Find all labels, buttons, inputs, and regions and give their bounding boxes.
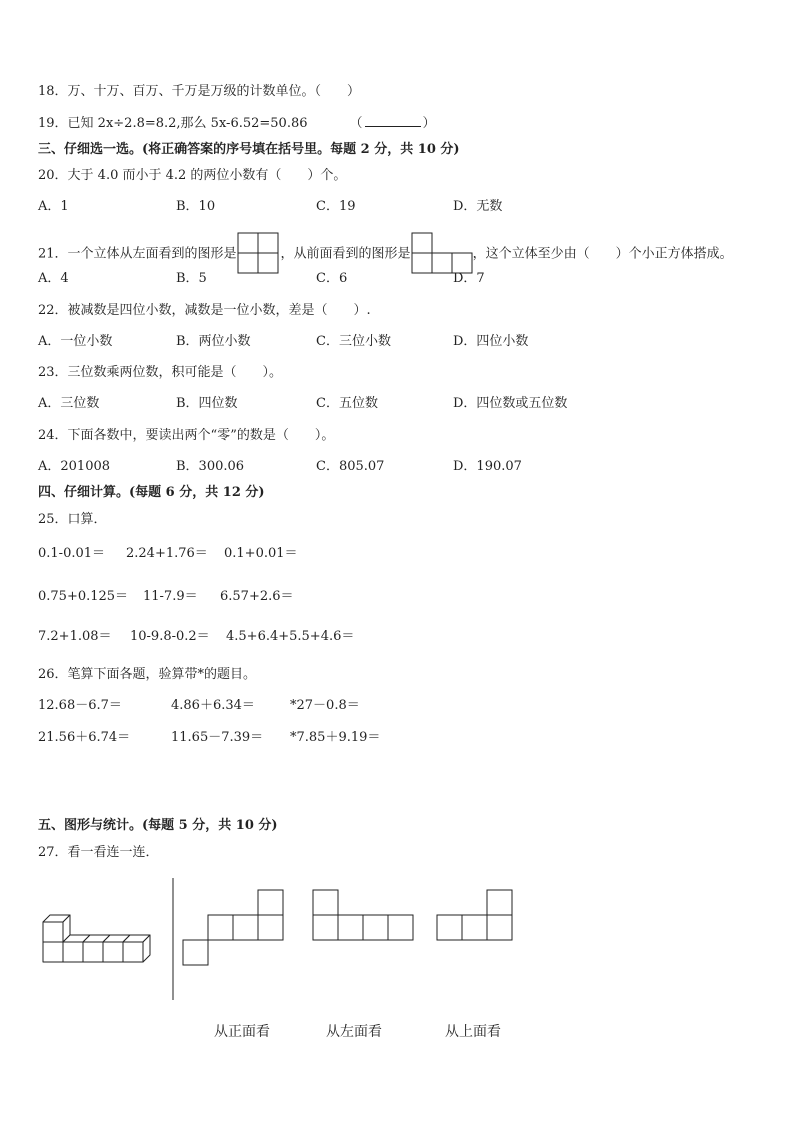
question-21-stem-part-1: 21．一个立体从左面看到的图形是: [38, 246, 237, 262]
question-24-option-a: A．201008: [38, 459, 111, 474]
view-shape-1: [182, 889, 284, 967]
question-22-option-b: B．两位小数: [176, 334, 251, 349]
question-23-option-d: D．四位数或五位数: [453, 396, 568, 411]
view-shape-3: [436, 889, 514, 942]
section-5-heading: 五、图形与统计。(每题 5 分，共 10 分): [38, 818, 278, 833]
mental-calc-item: 4.5+6.4+5.5+4.6＝: [226, 629, 355, 644]
question-21-option-d: D．7: [453, 271, 485, 286]
written-calc-item: 11.65－7.39＝: [171, 730, 264, 745]
question-20-option-c: C．19: [316, 199, 356, 214]
written-calc-item: 4.86＋6.34＝: [171, 698, 255, 713]
section-4-heading: 四、仔细计算。(每题 6 分，共 12 分): [38, 485, 265, 500]
question-23-option-c: C．五位数: [316, 396, 378, 411]
mental-calc-item: 0.75+0.125＝: [38, 589, 129, 604]
written-calc-item: *27－0.8＝: [290, 698, 360, 713]
question-21-option-c: C．6: [316, 271, 348, 286]
divider-line: [172, 878, 174, 1000]
question-21-stem-part-2: ，从前面看到的图形是: [280, 246, 411, 262]
view-shape-2: [312, 889, 414, 942]
question-21-option-b: B．5: [176, 271, 207, 286]
label-front-view: 从正面看: [214, 1024, 270, 1040]
question-21-stem-part-3: ，这个立体至少由（ ）个小正方体搭成。: [472, 246, 733, 262]
front-view-figure: [411, 233, 473, 273]
answer-blank[interactable]: [365, 115, 421, 127]
question-18: 18．万、十万、百万、千万是万级的计数单位。（ ）: [38, 84, 361, 99]
question-26-title: 26．笔算下面各题，验算带*的题目。: [38, 667, 257, 682]
question-25-title: 25．口算．: [38, 512, 107, 527]
question-19: [38, 115, 436, 132]
mental-calc-item: 10-9.8-0.2＝: [130, 629, 210, 644]
question-24-stem: 24．下面各数中，要读出两个“零”的数是（ ）。: [38, 428, 335, 443]
question-23-option-b: B．四位数: [176, 396, 238, 411]
written-calc-item: 12.68－6.7＝: [38, 698, 122, 713]
question-24-option-d: D．190.07: [453, 459, 522, 474]
written-calc-item: *7.85＋9.19＝: [290, 730, 381, 745]
question-20-option-a: A．1: [38, 199, 69, 214]
written-calc-item: 21.56＋6.74＝: [38, 730, 131, 745]
question-22-option-a: A．一位小数: [38, 334, 113, 349]
question-19-paren-close: ）: [422, 116, 436, 131]
left-view-figure: [237, 233, 281, 273]
question-22-stem: 22．被减数是四位小数，减数是一位小数，差是（ ）.: [38, 303, 371, 318]
question-21-option-a: A．4: [38, 271, 69, 286]
question-22-option-d: D．四位小数: [453, 334, 529, 349]
section-3-heading: 三、仔细选一选。(将正确答案的序号填在括号里。每题 2 分，共 10 分): [38, 142, 460, 157]
question-19-paren-open: （: [349, 116, 363, 131]
cube-solid-figure: [40, 912, 156, 970]
mental-calc-item: 2.24+1.76＝: [126, 546, 208, 561]
question-23-option-a: A．三位数: [38, 396, 100, 411]
question-24-option-c: C．805.07: [316, 459, 385, 474]
mental-calc-item: 7.2+1.08＝: [38, 629, 112, 644]
question-21-stem: [38, 234, 733, 274]
label-left-view: 从左面看: [326, 1024, 382, 1040]
question-23-stem: 23．三位数乘两位数，积可能是（ ）。: [38, 365, 283, 380]
question-20-option-d: D．无数: [453, 199, 503, 214]
mental-calc-item: 6.57+2.6＝: [220, 589, 294, 604]
question-20-stem: 20．大于 4.0 而小于 4.2 的两位小数有（ ）个。: [38, 168, 347, 183]
mental-calc-item: 11-7.9＝: [143, 589, 198, 604]
mental-calc-item: 0.1-0.01＝: [38, 546, 106, 561]
question-19-stem: 19．已知 2x÷2.8=8.2,那么 5x-6.52=50.86: [38, 116, 308, 131]
question-22-option-c: C．三位小数: [316, 334, 391, 349]
mental-calc-item: 0.1+0.01＝: [224, 546, 298, 561]
question-20-option-b: B．10: [176, 199, 216, 214]
label-top-view: 从上面看: [445, 1024, 501, 1040]
question-27-title: 27．看一看连一连．: [38, 845, 159, 860]
question-24-option-b: B．300.06: [176, 459, 245, 474]
